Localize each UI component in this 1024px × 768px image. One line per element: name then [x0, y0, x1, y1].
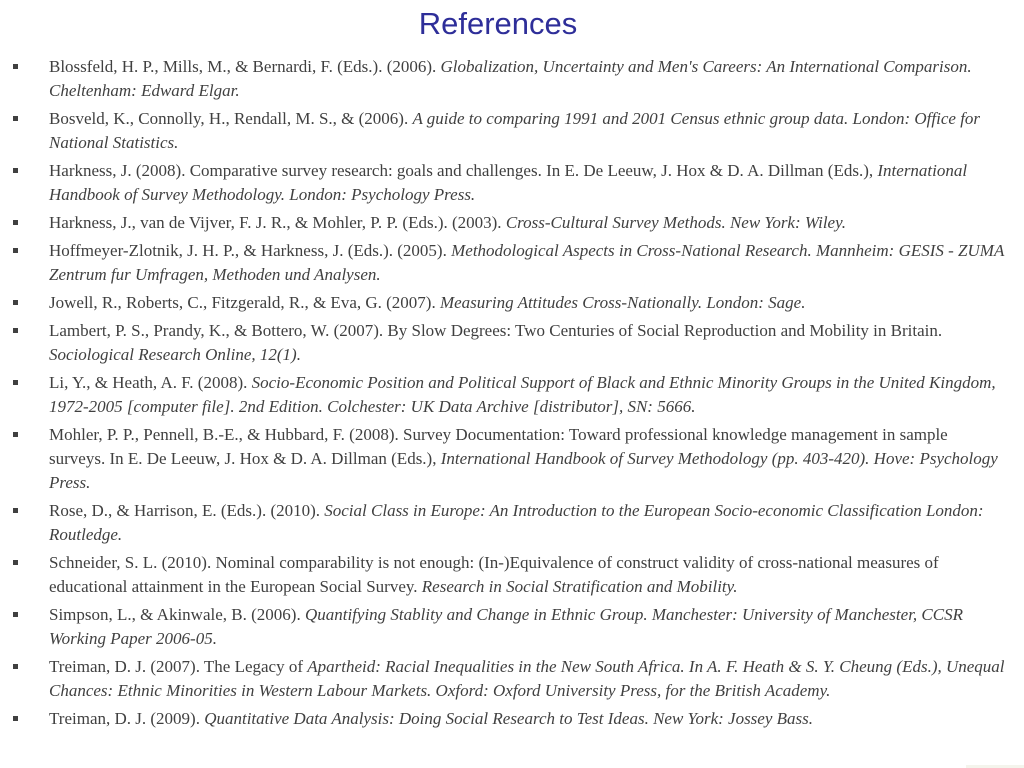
reference-item: [0, 159, 1024, 207]
reference-text: Treiman, D. J. (2007). The Legacy of: [49, 657, 308, 676]
page-title: References: [418, 6, 578, 41]
square-bullet-icon: [13, 664, 18, 669]
square-bullet-icon: [13, 612, 18, 617]
square-bullet-icon: [13, 432, 18, 437]
reference-item: [0, 319, 1024, 367]
reference-title: Research in Social Stratification and Mobility.: [421, 577, 738, 596]
reference-item: [0, 291, 1024, 315]
reference-text: Harkness, J. (2008). Comparative survey research: goals and challenges. In E. De Leeuw, J. Hox & D. A. Dillman (Eds.),: [49, 161, 878, 180]
reference-title: Apartheid: Racial Inequalities in the New South Africa. In A. F. Heath & S. Y. Cheung (Eds.), Unequal Chances: Ethnic Minorities in Western Labour Markets. Oxford: Oxford University Press, for the British Academy.: [49, 657, 1005, 700]
reference-text: Rose, D., & Harrison, E. (Eds.). (2010).: [49, 501, 325, 520]
reference-text: Mohler, P. P., Pennell, B.-E., & Hubbard, F. (2008). Survey Documentation: Toward professional knowledge management in sample surveys. In E. De Leeuw, J. Hox & D. A. Dillman (Eds.),: [49, 425, 948, 468]
reference-item: [0, 107, 1024, 155]
reference-text: Treiman, D. J. (2009).: [49, 709, 205, 728]
reference-text: Li, Y., & Heath, A. F. (2008).: [49, 373, 252, 392]
reference-item: [0, 499, 1024, 547]
reference-item: [0, 239, 1024, 287]
reference-item: [0, 55, 1024, 103]
reference-item: [0, 551, 1024, 599]
square-bullet-icon: [13, 380, 18, 385]
reference-text: Hoffmeyer-Zlotnik, J. H. P., & Harkness, J. (Eds.). (2005).: [49, 241, 452, 260]
reference-text: Harkness, J., van de Vijver, F. J. R., & Mohler, P. P. (Eds.). (2003).: [49, 213, 506, 232]
reference-item: [0, 423, 1024, 495]
reference-title: Cross-Cultural Survey Methods. New York: Wiley.: [505, 213, 846, 232]
reference-text: Blossfeld, H. P., Mills, M., & Bernardi, F. (Eds.). (2006).: [49, 57, 441, 76]
square-bullet-icon: [13, 168, 18, 173]
square-bullet-icon: [13, 116, 18, 121]
reference-title: International Handbook of Survey Methodology. London: Psychology Press.: [49, 161, 968, 204]
square-bullet-icon: [13, 300, 18, 305]
reference-title: Sociological Research Online, 12(1).: [49, 345, 301, 364]
reference-text: Schneider, S. L. (2010). Nominal comparability is not enough: (In-)Equivalence of construct validity of cross-national measures of educational attainment in the European Social Survey.: [49, 553, 939, 596]
reference-text: Bosveld, K., Connolly, H., Rendall, M. S., & (2006).: [49, 109, 413, 128]
reference-item: [0, 655, 1024, 703]
reference-text: Jowell, R., Roberts, C., Fitzgerald, R., & Eva, G. (2007).: [49, 293, 440, 312]
reference-title: Quantitative Data Analysis: Doing Social Research to Test Ideas. New York: Jossey Bass.: [204, 709, 814, 728]
reference-title: Globalization, Uncertainty and Men's Careers: An International Comparison. Cheltenham: Edward Elgar.: [49, 57, 972, 100]
reference-title: A guide to comparing 1991 and 2001 Census ethnic group data. London: Office for National Statistics.: [49, 109, 981, 152]
square-bullet-icon: [13, 220, 18, 225]
reference-text: Simpson, L., & Akinwale, B. (2006).: [49, 605, 305, 624]
reference-item: [0, 707, 1024, 731]
reference-item: [0, 211, 1024, 235]
reference-title: International Handbook of Survey Methodology (pp. 403-420). Hove: Psychology Press.: [49, 449, 998, 492]
square-bullet-icon: [13, 508, 18, 513]
reference-title: Measuring Attitudes Cross-Nationally. London: Sage.: [439, 293, 806, 312]
square-bullet-icon: [13, 328, 18, 333]
reference-title: Social Class in Europe: An Introduction to the European Socio-economic Classification London: Routledge.: [49, 501, 984, 544]
reference-title: Methodological Aspects in Cross-National Research. Mannheim: GESIS - ZUMA Zentrum fur Umfragen, Methoden und Analysen.: [49, 241, 1005, 284]
reference-list: [0, 55, 1024, 735]
square-bullet-icon: [13, 64, 18, 69]
reference-text: Lambert, P. S., Prandy, K., & Bottero, W. (2007). By Slow Degrees: Two Centuries of Social Reproduction and Mobility in Britain.: [49, 321, 943, 340]
square-bullet-icon: [13, 560, 18, 565]
square-bullet-icon: [13, 716, 18, 721]
reference-title: Quantifying Stablity and Change in Ethnic Group. Manchester: University of Manchester, CCSR Working Paper 2006-05.: [49, 605, 963, 648]
square-bullet-icon: [13, 248, 18, 253]
reference-title: Socio-Economic Position and Political Support of Black and Ethnic Minority Groups in the United Kingdom, 1972-2005 [computer file]. 2nd Edition. Colchester: UK Data Archive [distributor], SN: 5666.: [49, 373, 996, 416]
reference-item: [0, 371, 1024, 419]
reference-item: [0, 603, 1024, 651]
